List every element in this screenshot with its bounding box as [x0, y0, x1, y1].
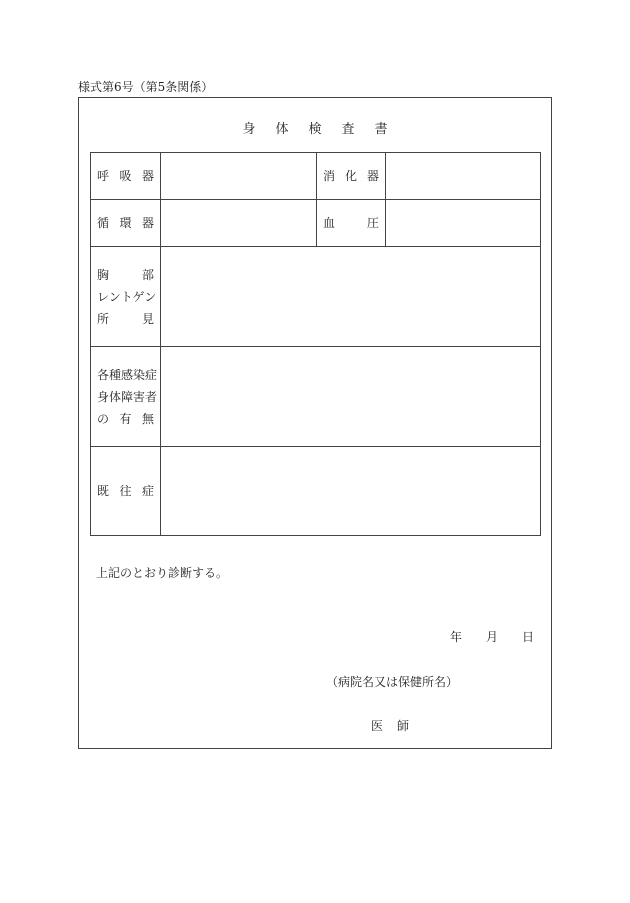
- circulatory-field[interactable]: [161, 200, 317, 247]
- circulatory-label: 循環器: [97, 216, 154, 230]
- respiratory-label-cell: [91, 153, 161, 200]
- digestive-label-cell: [317, 153, 386, 200]
- infectious-disease-label-cell: [91, 347, 161, 447]
- table-row: [91, 247, 541, 347]
- infectious-disease-field[interactable]: [161, 347, 541, 447]
- circulatory-label-cell: [91, 200, 161, 247]
- chest-xray-label-line: 胸部: [97, 267, 154, 282]
- table-row: [91, 347, 541, 447]
- chest-xray-field[interactable]: [161, 247, 541, 347]
- medical-history-label: 既往症: [97, 484, 154, 498]
- digestive-field[interactable]: [386, 153, 541, 200]
- form-number-label: 様式第6号（第5条関係）: [78, 80, 214, 94]
- doctor-signature-label: 医師: [371, 719, 424, 733]
- chest-xray-label-cell: [91, 247, 161, 347]
- infectious-disease-label-line: の有無: [97, 411, 154, 426]
- date-day-label: 日: [521, 630, 534, 644]
- date-line: [450, 628, 534, 645]
- infectious-disease-label-line: 各種感染症: [97, 367, 158, 382]
- table-row: [91, 200, 541, 247]
- digestive-label: 消化器: [323, 169, 379, 183]
- medical-history-label-cell: [91, 447, 161, 536]
- respiratory-label: 呼吸器: [97, 169, 154, 183]
- date-month-label: 月: [485, 630, 498, 644]
- respiratory-field[interactable]: [161, 153, 317, 200]
- blood-pressure-label: 血圧: [323, 216, 379, 230]
- confirmation-statement: 上記のとおり診断する。: [96, 566, 229, 580]
- infectious-disease-label-line: 身体障害者: [97, 389, 158, 404]
- chest-xray-label-line: レントゲン: [97, 289, 157, 304]
- medical-history-field[interactable]: [161, 447, 541, 536]
- date-year-label: 年: [450, 630, 463, 644]
- document-title: 身体検査書: [242, 122, 408, 137]
- hospital-name-label: （病院名又は保健所名）: [326, 675, 459, 689]
- examination-table: [90, 152, 541, 536]
- table-row: [91, 447, 541, 536]
- blood-pressure-label-cell: [317, 200, 386, 247]
- table-row: [91, 153, 541, 200]
- blood-pressure-field[interactable]: [386, 200, 541, 247]
- chest-xray-label-line: 所見: [97, 311, 154, 326]
